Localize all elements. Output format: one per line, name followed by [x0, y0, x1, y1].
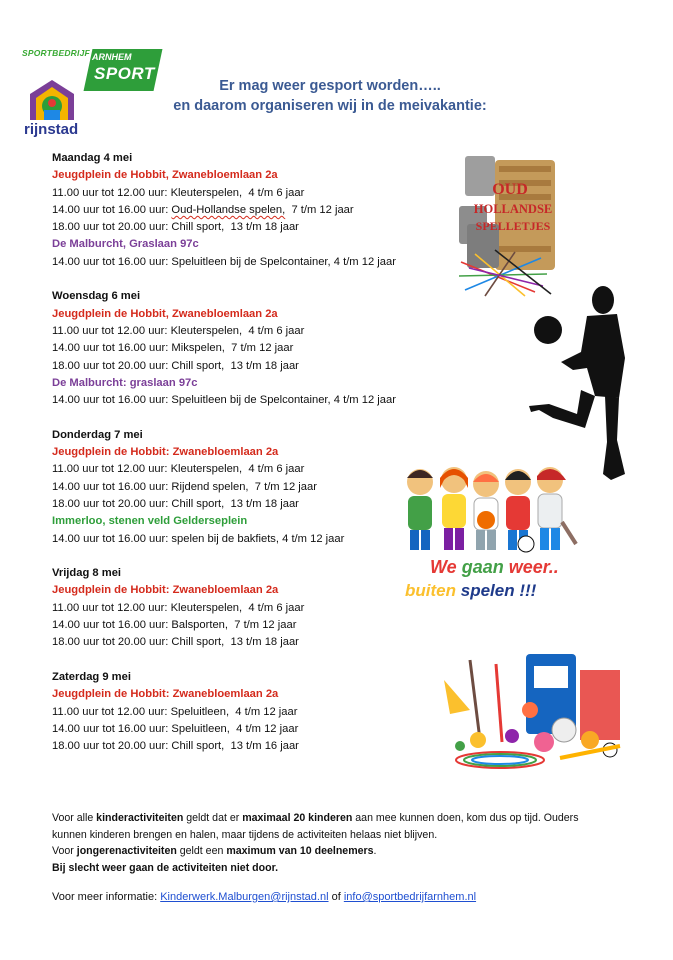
activity-time: 14.00 uur tot 16.00 uur:	[52, 619, 169, 632]
activity-line-extra: 14.00 uur tot 16.00 uur: Speluitleen bij de Spelcontainer, 4 t/m 12 jaar	[52, 255, 396, 268]
activity-age: 7 t/m 12 jaar	[254, 480, 317, 493]
contact-prefix: Voor meer informatie:	[52, 891, 161, 903]
activity-line	[52, 738, 472, 755]
oud-text: OUD	[492, 181, 528, 198]
activity-age: 4 t/m 12 jaar	[235, 705, 298, 718]
toys-cluster	[444, 654, 620, 768]
activity-line	[52, 219, 472, 236]
activity-age: 4 t/m 6 jaar	[248, 324, 305, 337]
day-title: Donderdag 7 mei	[52, 428, 143, 441]
location-malburcht: De Malburcht, Graslaan 97c	[52, 238, 199, 251]
location-text: Jeugdplein de Hobbit, Zwanebloemlaan 2a	[52, 169, 278, 182]
page-header	[150, 76, 510, 116]
footer-paragraph-3: Bij slecht weer gaan de activiteiten niet door.	[52, 861, 279, 874]
activity-time: 14.00 uur tot 16.00 uur:	[52, 342, 169, 355]
activity-time: 18.00 uur tot 20.00 uur:	[52, 497, 169, 510]
activity-name: Balsporten,	[171, 619, 229, 632]
activity-line	[52, 185, 472, 202]
activity-time: 11.00 uur tot 12.00 uur:	[52, 463, 168, 476]
activity-time: 14.00 uur tot 16.00 uur:	[52, 203, 169, 216]
activity-name: Kleuterspelen,	[170, 186, 243, 199]
spelletjes-text: SPELLETJES	[475, 219, 551, 233]
footer-paragraph-1: Voor alle kinderactiviteiten geldt dat er maximaal 20 kinderen aan mee kunnen doen, kom dus op tijd. Ouders	[52, 812, 579, 824]
day-title: Maandag 4 mei	[52, 152, 133, 164]
header-line-1: Er mag weer gesport worden…..	[219, 78, 441, 94]
activity-name: Chill sport,	[171, 740, 225, 753]
activity-time: 11.00 uur tot 12.00 uur:	[52, 601, 168, 614]
emphasis: maximum van 10 deelnemers	[226, 845, 374, 857]
activity-name: Speluitleen,	[171, 722, 230, 735]
location-malburcht: De Malburcht: graslaan 97c	[52, 376, 198, 389]
kid-figures	[407, 467, 576, 552]
activity-line	[52, 202, 472, 219]
emphasis: kinderactiviteiten	[96, 812, 184, 824]
activity-line	[52, 323, 472, 340]
location-hobbit: Jeugdplein de Hobbit: Zwanebloemlaan 2a	[52, 688, 279, 701]
activity-time: 18.00 uur tot 20.00 uur:	[52, 221, 169, 234]
cartoon-kids-image	[398, 462, 578, 557]
emphasis: maximaal 20 kinderen	[242, 812, 353, 824]
location-hobbit: Jeugdplein de Hobbit: Zwanebloemlaan 2a	[52, 584, 279, 597]
activity-age: 13 t/m 18 jaar	[230, 221, 299, 234]
contact-joiner: of	[328, 891, 344, 903]
activity-line-extra: 14.00 uur tot 16.00 uur: spelen bij de bakfiets, 4 t/m 12 jaar	[52, 532, 345, 545]
email-link-rijnstad[interactable]: Kinderwerk.Malburgen@rijnstad.nl	[160, 891, 329, 903]
logo-city-text: ARNHEM	[92, 52, 132, 62]
activity-age: 13 t/m 18 jaar	[230, 497, 299, 510]
activity-name: Speluitleen,	[170, 705, 230, 718]
activity-time: 11.00 uur tot 12.00 uur:	[52, 186, 168, 199]
header-line-2: en daarom organiseren wij in de meivakantie:	[173, 98, 487, 114]
activity-time: 18.00 uur tot 20.00 uur:	[52, 359, 169, 372]
day-title: Zaterdag 9 mei	[52, 670, 131, 683]
activity-line-extra: 14.00 uur tot 16.00 uur: Speluitleen bij de Spelcontainer, 4 t/m 12 jaar	[52, 394, 396, 407]
activity-time: 11.00 uur tot 12.00 uur:	[52, 324, 168, 337]
rijnstad-wordmark: rijnstad	[24, 121, 79, 138]
activity-name: Chill sport,	[171, 359, 225, 372]
activity-time: 11.00 uur tot 12.00 uur:	[52, 705, 168, 718]
activity-time: 18.00 uur tot 20.00 uur:	[52, 636, 169, 649]
activity-name: Kleuterspelen,	[170, 601, 243, 614]
activity-name: Oud-Hollandse spelen,	[171, 203, 286, 216]
football-icon	[534, 316, 562, 344]
activity-line	[52, 358, 472, 375]
location-immerloo: Immerloo, stenen veld Gelderseplein	[52, 515, 248, 528]
activity-line	[52, 704, 472, 721]
activity-name: Chill sport,	[171, 221, 225, 234]
day-monday	[52, 150, 472, 271]
day-title: Vrijdag 8 mei	[52, 567, 122, 580]
activity-age: 4 t/m 6 jaar	[248, 186, 305, 199]
activity-name: Chill sport,	[171, 497, 225, 510]
hollandse-text: HOLLANDSE	[473, 202, 553, 216]
activity-time: 14.00 uur tot 16.00 uur:	[52, 480, 169, 493]
activity-line	[52, 721, 472, 738]
footer-paragraph-2: Voor jongerenactiviteiten geldt een maximum van 10 deelnemers.	[52, 845, 377, 857]
footer-notes	[52, 810, 612, 876]
rijnstad-house-icon	[22, 76, 82, 122]
activity-line	[52, 634, 472, 651]
day-saturday	[52, 669, 472, 755]
emphasis: jongerenactiviteiten	[76, 845, 177, 857]
footer-paragraph-1-cont: kunnen kinderen brengen en halen, maar tijdens de activiteiten helaas niet blijven.	[52, 828, 438, 841]
contact-line	[52, 891, 476, 903]
tin-can	[465, 156, 495, 196]
activity-age: 4 t/m 6 jaar	[248, 601, 305, 614]
activity-age: 7 t/m 12 jaar	[234, 619, 297, 632]
activity-age: 13 t/m 16 jaar	[230, 740, 299, 753]
sport-toys-image	[440, 650, 630, 775]
football-player-silhouette	[525, 278, 635, 488]
activity-name: Kleuterspelen,	[170, 324, 243, 337]
activity-age: 13 t/m 18 jaar	[230, 359, 299, 372]
activity-age: 7 t/m 12 jaar	[231, 342, 294, 355]
location-hobbit: Jeugdplein de Hobbit: Zwanebloemlaan 2a	[52, 446, 279, 459]
activity-age: 13 t/m 18 jaar	[230, 636, 299, 649]
day-wednesday	[52, 288, 472, 409]
activity-line	[52, 340, 472, 357]
activity-line	[52, 617, 472, 634]
activity-age: 4 t/m 6 jaar	[248, 463, 305, 476]
activity-name: Kleuterspelen,	[170, 463, 243, 476]
location-hobbit	[52, 167, 472, 184]
slogan-line-2: buiten spelen !!!	[405, 581, 537, 600]
activity-name: Chill sport,	[171, 636, 225, 649]
activity-age: 4 t/m 12 jaar	[236, 722, 299, 735]
rijnstad-logo	[22, 76, 82, 142]
player-figure	[529, 286, 625, 480]
slogan-we-gaan-weer-buiten-spelen	[405, 555, 605, 605]
activity-name: Rijdend spelen,	[171, 480, 249, 493]
logo-brand-text: SPORTBEDRIJF	[22, 48, 90, 58]
activity-time: 18.00 uur tot 20.00 uur:	[52, 740, 169, 753]
location-hobbit: Jeugdplein de Hobbit, Zwanebloemlaan 2a	[52, 307, 278, 320]
email-link-sportbedrijf[interactable]: info@sportbedrijfarnhem.nl	[343, 891, 477, 903]
activity-time: 14.00 uur tot 16.00 uur:	[52, 722, 169, 735]
day-title: Woensdag 6 mei	[52, 290, 141, 303]
activity-name: Mikspelen,	[171, 342, 225, 355]
activity-age: 7 t/m 12 jaar	[291, 203, 354, 216]
logo-sport-text: SPORT	[94, 64, 155, 83]
slogan-line-1: We gaan weer..	[430, 557, 559, 577]
